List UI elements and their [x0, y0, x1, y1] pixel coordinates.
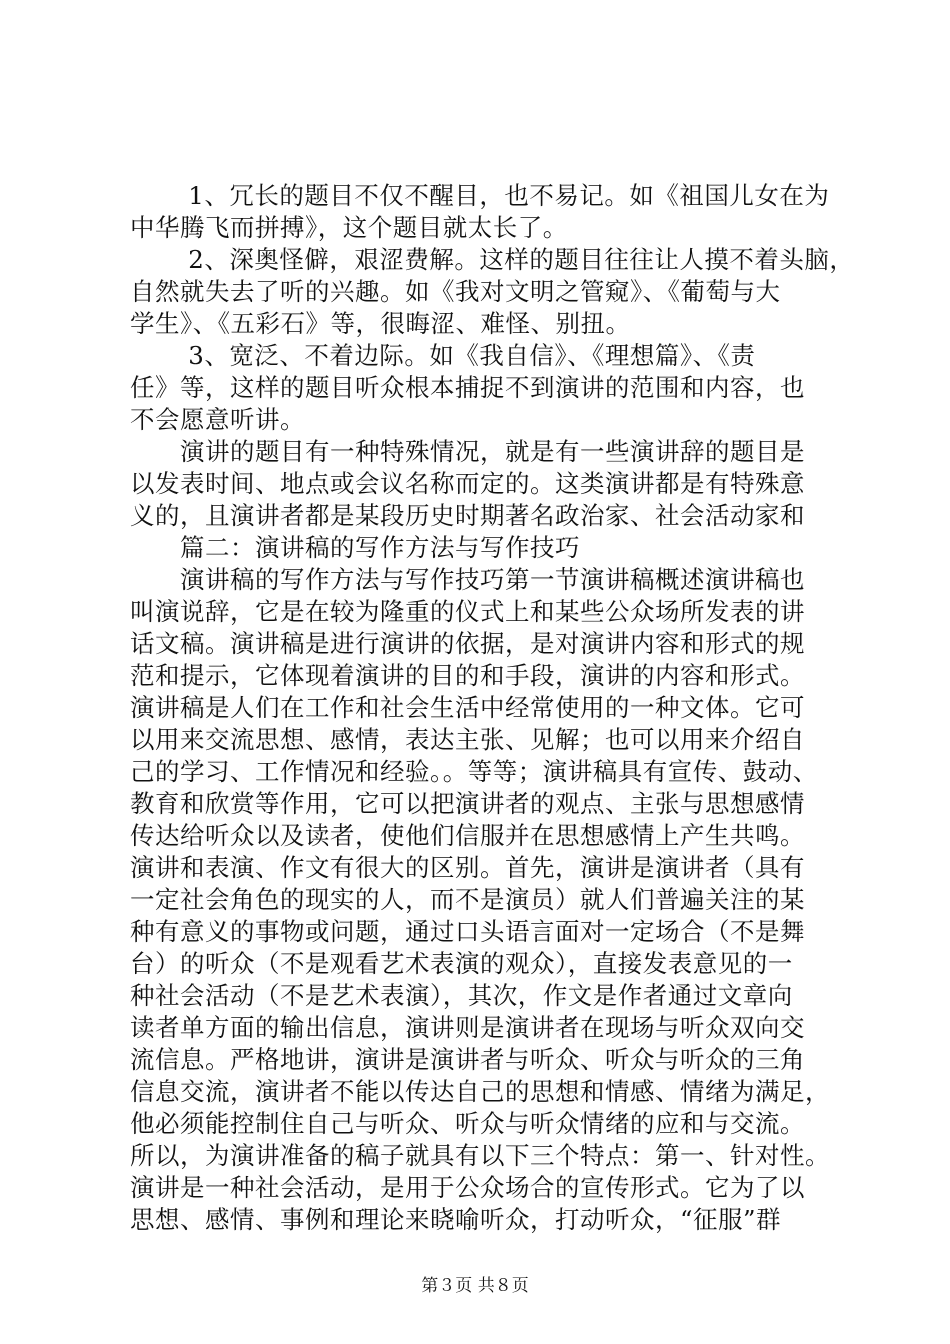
- text-line: 演讲稿的写作方法与写作技巧第一节演讲稿概述演讲稿也: [130, 565, 805, 594]
- text-line: 任》等，这样的题目听众根本捕捉不到演讲的范围和内容，也: [130, 373, 805, 402]
- text-line: 一定社会角色的现实的人，而不是演员）就人们普遍关注的某: [130, 885, 805, 914]
- text-line: 信息交流，演讲者不能以传达自己的思想和情感、情绪为满足，: [130, 1077, 830, 1106]
- text-line: 所以，为演讲准备的稿子就具有以下三个特点：第一、针对性。: [130, 1141, 830, 1170]
- text-line: 义的，且演讲者都是某段历史时期著名政治家、社会活动家和: [130, 501, 805, 530]
- text-line: 读者单方面的输出信息，演讲则是演讲者在现场与听众双向交: [130, 1013, 805, 1042]
- text-line: 范和提示，它体现着演讲的目的和手段，演讲的内容和形式。: [130, 661, 805, 690]
- text-line: 话文稿。演讲稿是进行演讲的依据，是对演讲内容和形式的规: [130, 629, 805, 658]
- text-line: 台）的听众（不是观看艺术表演的观众），直接发表意见的一: [130, 949, 793, 978]
- text-line: 以用来交流思想、感情，表达主张、见解；也可以用来介绍自: [130, 725, 805, 754]
- text-line: 种有意义的事物或问题，通过口头语言面对一定场合（不是舞: [130, 917, 805, 946]
- text-line: 3、宽泛、不着边际。如《我自信》、《理想篇》、《责: [130, 341, 756, 370]
- text-line: 以发表时间、地点或会议名称而定的。这类演讲都是有特殊意: [130, 469, 805, 498]
- section-heading: 篇二：演讲稿的写作方法与写作技巧: [130, 533, 580, 562]
- text-line: 演讲的题目有一种特殊情况，就是有一些演讲辞的题目是: [130, 437, 805, 466]
- text-line: 演讲稿是人们在工作和社会生活中经常使用的一种文体。它可: [130, 693, 805, 722]
- page-number-footer: 第３页 共８页: [421, 1276, 529, 1296]
- text-line: 他必须能控制住自己与听众、听众与听众情绪的应和与交流。: [130, 1109, 805, 1138]
- text-line: 自然就失去了听的兴趣。如《我对文明之管窥》、《葡萄与大: [130, 277, 781, 306]
- text-line: 2、深奥怪僻，艰涩费解。这样的题目往往让人摸不着头脑，: [130, 245, 855, 274]
- text-line: 不会愿意听讲。: [130, 405, 305, 434]
- text-line: 思想、感情、事例和理论来晓喻听众，打动听众，“征服”群: [130, 1205, 782, 1234]
- text-line: 种社会活动（不是艺术表演），其次，作文是作者通过文章向: [130, 981, 793, 1010]
- text-line: 中华腾飞而拼搏》，这个题目就太长了。: [130, 213, 568, 242]
- text-line: 叫演说辞，它是在较为隆重的仪式上和某些公众场所发表的讲: [130, 597, 805, 626]
- text-line: 1、冗长的题目不仅不醒目，也不易记。如《祖国儿女在为: [130, 181, 830, 210]
- text-line: 流信息。严格地讲，演讲是演讲者与听众、听众与听众的三角: [130, 1045, 805, 1074]
- text-line: 学生》、《五彩石》等，很晦涩、难怪、别扭。: [130, 309, 631, 338]
- text-line: 己的学习、工作情况和经验。。等等；演讲稿具有宣传、鼓动、: [130, 757, 818, 786]
- text-line: 演讲是一种社会活动，是用于公众场合的宣传形式。它为了以: [130, 1173, 805, 1202]
- text-line: 教育和欣赏等作用，它可以把演讲者的观点、主张与思想感情: [130, 789, 805, 818]
- text-line: 传达给听众以及读者，使他们信服并在思想感情上产生共鸣。: [130, 821, 805, 850]
- text-line: 演讲和表演、作文有很大的区别。首先，演讲是演讲者（具有: [130, 853, 805, 882]
